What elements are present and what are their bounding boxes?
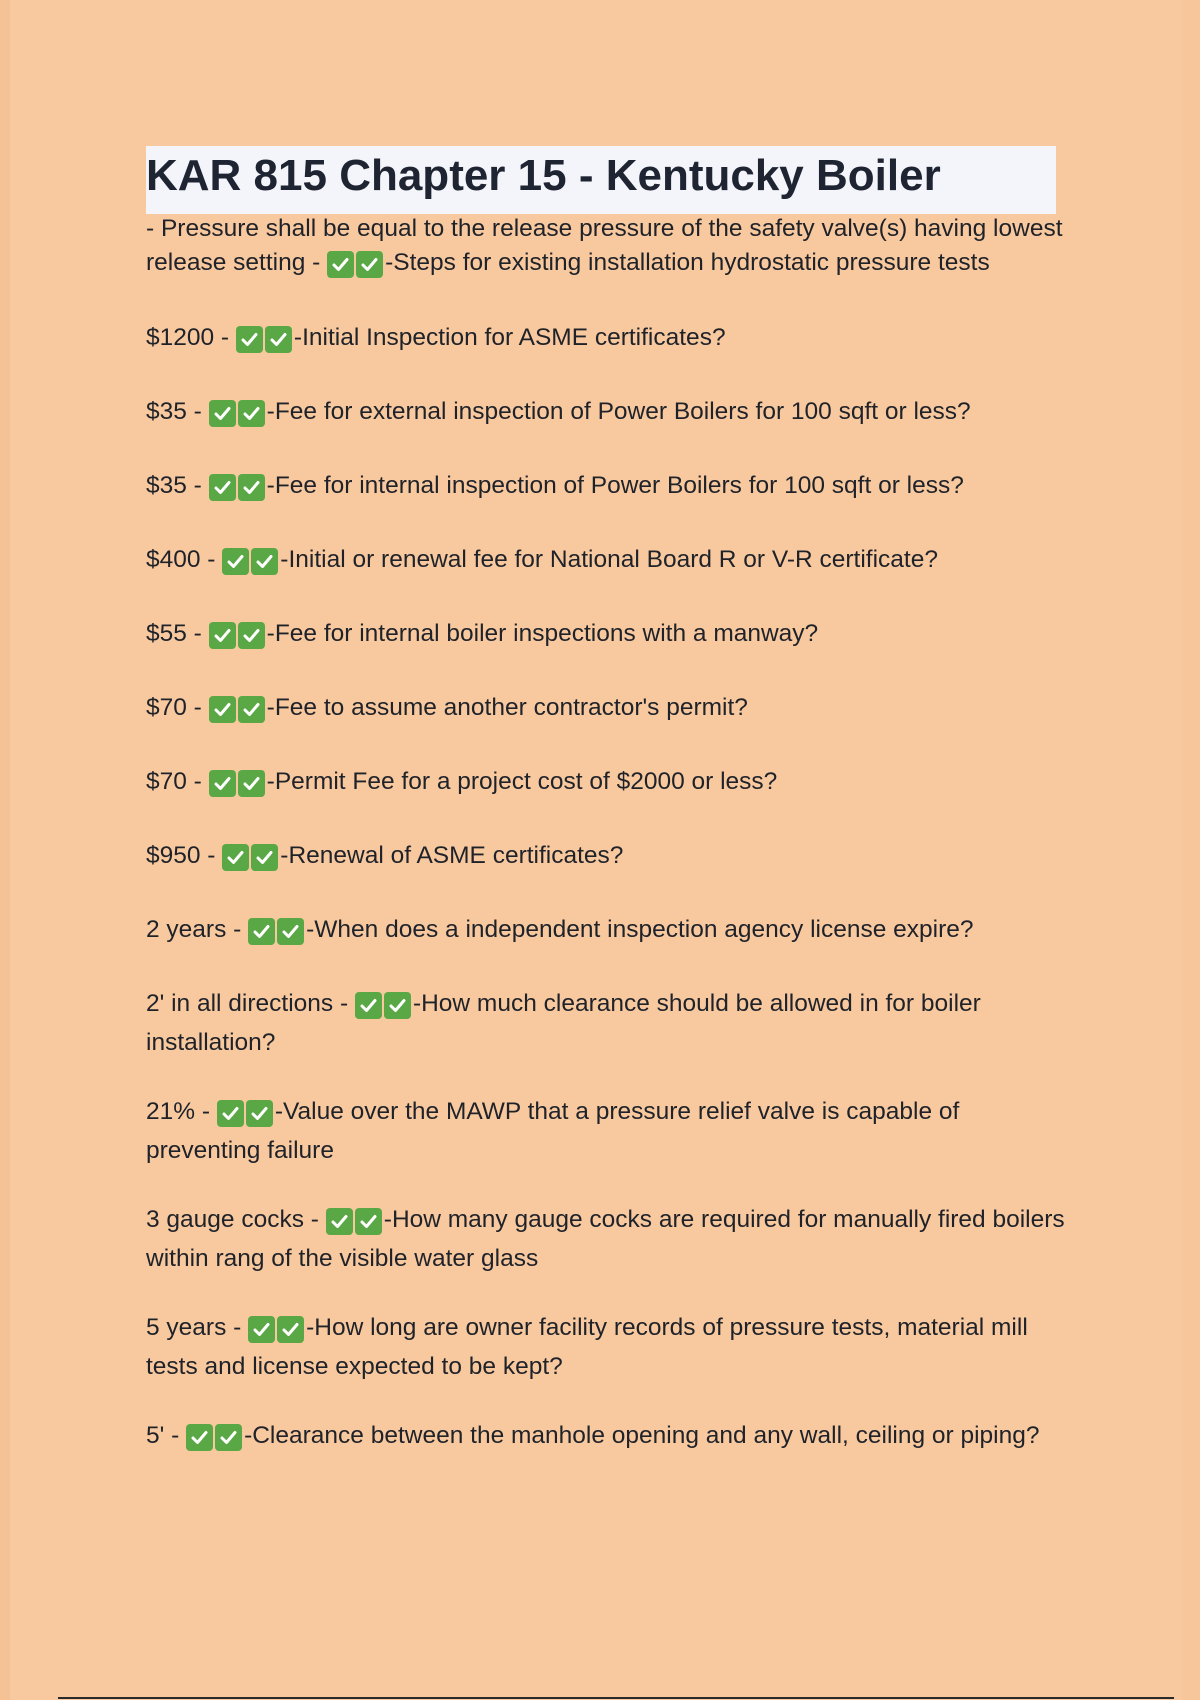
check-marks: [209, 622, 267, 656]
page-edge-left: [0, 0, 10, 1700]
entry-answer: $70 -: [146, 768, 209, 795]
check-mark-icon: [265, 326, 292, 353]
page-divider: [58, 1697, 1174, 1699]
flashcard-entry: [146, 765, 1066, 804]
entry-question: -Fee for internal boiler inspections with a manway?: [266, 620, 819, 647]
flashcard-list: [146, 212, 1066, 1493]
entry-question: -How long are owner facility records of pressure tests, material mill tests and license expected to be kept?: [146, 1314, 1028, 1380]
flashcard-entry: [146, 987, 1066, 1060]
flashcard-entry: [146, 212, 1066, 285]
flashcard-entry: [146, 1419, 1066, 1458]
page-edge-right: [1182, 0, 1200, 1700]
check-mark-icon: [238, 622, 265, 649]
check-mark-icon: [355, 992, 382, 1019]
check-mark-icon: [209, 696, 236, 723]
check-marks: [248, 1316, 306, 1350]
check-mark-icon: [356, 251, 383, 278]
entry-answer: $70 -: [146, 694, 209, 721]
flashcard-entry: [146, 321, 1066, 360]
entry-question: -Initial or renewal fee for National Board R or V-R certificate?: [280, 546, 938, 573]
check-marks: [209, 696, 267, 730]
check-mark-icon: [277, 1316, 304, 1343]
entry-answer: $55 -: [146, 620, 209, 647]
check-marks: [236, 326, 294, 360]
entry-answer: $1200 -: [146, 324, 236, 351]
check-marks: [248, 918, 306, 952]
flashcard-entry: [146, 1203, 1066, 1276]
check-marks: [222, 548, 280, 582]
check-mark-icon: [222, 844, 249, 871]
check-mark-icon: [326, 1208, 353, 1235]
check-marks: [222, 844, 280, 878]
entry-answer: - Pressure shall be equal to the release pressure of the safety valve(s) having lowest release setting -: [146, 215, 1063, 276]
check-mark-icon: [209, 770, 236, 797]
entry-answer: $35 -: [146, 398, 209, 425]
flashcard-entry: [146, 839, 1066, 878]
entry-question: -How many gauge cocks are required for manually fired boilers within rang of the visible water glass: [146, 1206, 1065, 1272]
entry-answer: $35 -: [146, 472, 209, 499]
check-mark-icon: [186, 1424, 213, 1451]
check-mark-icon: [238, 474, 265, 501]
check-mark-icon: [217, 1100, 244, 1127]
entry-answer: 5' -: [146, 1422, 187, 1449]
entry-answer: 2' in all directions -: [146, 990, 355, 1017]
entry-question: -Fee for external inspection of Power Boilers for 100 sqft or less?: [266, 398, 971, 425]
check-mark-icon: [209, 622, 236, 649]
check-mark-icon: [209, 474, 236, 501]
entry-question: -How much clearance should be allowed in for boiler installation?: [146, 990, 981, 1056]
flashcard-entry: [146, 469, 1066, 508]
flashcard-entry: [146, 1311, 1066, 1384]
check-marks: [209, 770, 267, 804]
flashcard-entry: [146, 691, 1066, 730]
document-title: KAR 815 Chapter 15 - Kentucky Boiler: [146, 151, 941, 200]
check-mark-icon: [215, 1424, 242, 1451]
entry-answer: $950 -: [146, 842, 223, 869]
entry-question: -Permit Fee for a project cost of $2000 or less?: [266, 768, 778, 795]
flashcard-entry: [146, 1095, 1066, 1168]
check-mark-icon: [384, 992, 411, 1019]
flashcard-entry: [146, 543, 1066, 582]
flashcard-entry: [146, 617, 1066, 656]
check-mark-icon: [251, 548, 278, 575]
check-mark-icon: [251, 844, 278, 871]
check-marks: [355, 992, 413, 1026]
check-mark-icon: [236, 326, 263, 353]
check-marks: [327, 251, 385, 285]
check-mark-icon: [277, 918, 304, 945]
entry-question: -When does a independent inspection agency license expire?: [306, 916, 974, 943]
check-mark-icon: [238, 770, 265, 797]
check-marks: [209, 400, 267, 434]
check-mark-icon: [222, 548, 249, 575]
check-mark-icon: [246, 1100, 273, 1127]
check-mark-icon: [248, 1316, 275, 1343]
check-mark-icon: [238, 696, 265, 723]
flashcard-entry: [146, 913, 1066, 952]
entry-answer: 2 years -: [146, 916, 249, 943]
check-mark-icon: [248, 918, 275, 945]
check-marks: [217, 1100, 275, 1134]
entry-question: -Steps for existing installation hydrostatic pressure tests: [385, 249, 990, 276]
check-mark-icon: [355, 1208, 382, 1235]
entry-answer: 21% -: [146, 1098, 217, 1125]
check-mark-icon: [327, 251, 354, 278]
entry-question: -Initial Inspection for ASME certificates?: [293, 324, 726, 351]
check-mark-icon: [238, 400, 265, 427]
entry-question: -Value over the MAWP that a pressure relief valve is capable of preventing failure: [146, 1098, 960, 1164]
entry-question: -Renewal of ASME certificates?: [280, 842, 624, 869]
check-marks: [209, 474, 267, 508]
entry-question: -Clearance between the manhole opening and any wall, ceiling or piping?: [244, 1422, 1040, 1449]
flashcard-entry: [146, 395, 1066, 434]
check-marks: [186, 1424, 244, 1458]
entry-answer: 3 gauge cocks -: [146, 1206, 326, 1233]
check-mark-icon: [209, 400, 236, 427]
check-marks: [326, 1208, 384, 1242]
entry-answer: 5 years -: [146, 1314, 249, 1341]
entry-answer: $400 -: [146, 546, 223, 573]
entry-question: -Fee for internal inspection of Power Boilers for 100 sqft or less?: [266, 472, 964, 499]
entry-question: -Fee to assume another contractor's permit?: [266, 694, 748, 721]
